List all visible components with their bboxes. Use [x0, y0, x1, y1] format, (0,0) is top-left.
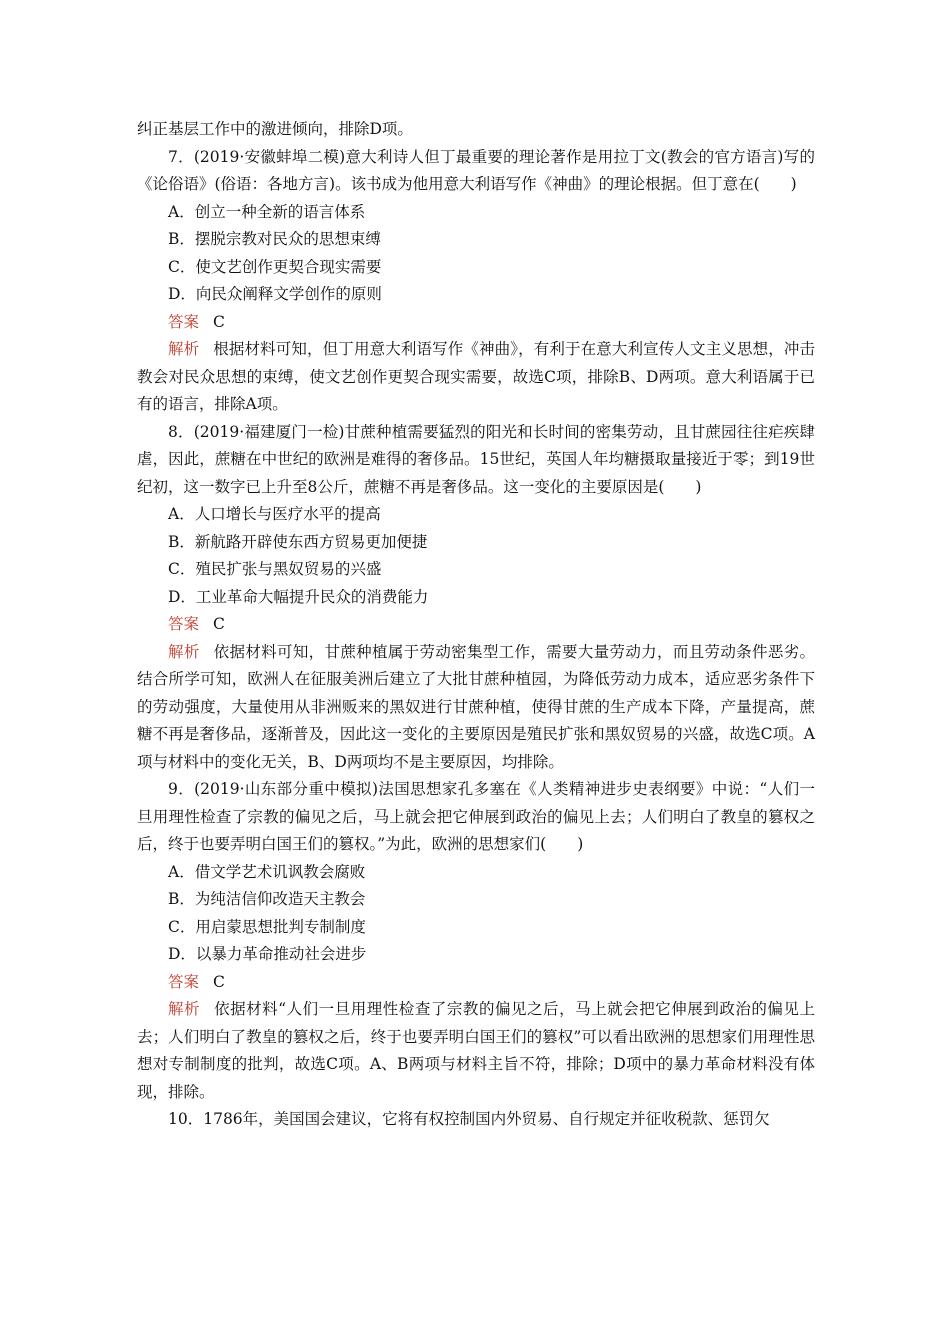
question-stem: 7．(2019·安徽蚌埠二模)意大利诗人但丁最重要的理论著作是用拉丁文(教会的官方语言)写的《论俗语》(俗语：各地方言)。该书成为他用意大利语写作《神曲》的理论根据。但丁意在( ): [137, 147, 815, 193]
question-8: [137, 419, 815, 777]
analysis-text: 依据材料“人们一旦用理性检查了宗教的偏见之后，马上就会把它伸展到政治的偏见上去；人们明白了教皇的篡权之后，终于也要弄明白国王们的篡权”可以看出欧洲的思想家们用理性思想对专制制度的批判，故选C项。A、B两项与材料主旨不符，排除；D项中的暴力革命材料没有体现，排除。: [137, 1000, 815, 1101]
answer-line: [137, 969, 815, 997]
lead-line: 纠正基层工作中的激进倾向，排除D项。: [137, 120, 413, 138]
analysis-label: 解析: [168, 340, 200, 358]
analysis-text: 依据材料可知，甘蔗种植属于劳动密集型工作，需要大量劳动力，而且劳动条件恶劣。结合所学可知，欧洲人在征服美洲后建立了大批甘蔗种植园，为降低劳动力成本，适应恶劣条件下的劳动强度，大量使用从非洲贩来的黑奴进行甘蔗种植，使得甘蔗的生产成本下降，产量提高，蔗糖不再是奢侈品，逐渐普及，因此这一变化的主要原因是殖民扩张和黑奴贸易的兴盛，故选C项。A项与材料中的变化无关，B、D两项均不是主要原因，均排除。: [137, 642, 815, 771]
question-stem: 8．(2019·福建厦门一检)甘蔗种植需要猛烈的阳光和长时间的密集劳动，且甘蔗园往往疟疾肆虐，因此，蔗糖在中世纪的欧洲是难得的奢侈品。15世纪，英国人年均糖摄取量接近于零；到19世纪初，这一数字已上升至8公斤，蔗糖不再是奢侈品。这一变化的主要原因是( ): [137, 422, 815, 496]
option-c: C．殖民扩张与黑奴贸易的兴盛: [168, 560, 382, 578]
option-d: D．工业革命大幅提升民众的消费能力: [168, 587, 429, 606]
analysis-label: 解析: [168, 1000, 201, 1018]
option-d: D．向民众阐释文学创作的原则: [168, 285, 382, 303]
option-b: B．为纯洁信仰改造天主教会: [168, 890, 366, 908]
answer-value: C: [213, 615, 225, 633]
answer-label: 答案: [168, 312, 200, 331]
answer-line: [137, 611, 815, 639]
option-a: A．借文学艺术讥讽教会腐败: [168, 862, 366, 881]
option-d: D．以暴力革命推动社会进步: [168, 945, 367, 963]
option-c: C．用启蒙思想批判专制制度: [168, 917, 366, 936]
answer-label: 答案: [168, 615, 200, 633]
answer-value: C: [213, 972, 225, 991]
analysis-label: 解析: [168, 642, 200, 661]
answer-line: [137, 309, 815, 337]
analysis-paragraph: [137, 336, 815, 419]
analysis-paragraph: [137, 996, 815, 1106]
option-b: B．新航路开辟使东西方贸易更加便捷: [168, 532, 428, 551]
analysis-paragraph: [137, 639, 815, 777]
question-7: [137, 144, 815, 419]
option-a: A．人口增长与医疗水平的提高: [168, 505, 381, 523]
option-b: B．摆脱宗教对民众的思想束缚: [168, 230, 381, 248]
analysis-text: 根据材料可知，但丁用意大利语写作《神曲》，有利于在意大利宣传人文主义思想，冲击教会对民众思想的束缚，使文艺创作更契合现实需要，故选C项，排除B、D两项。意大利语属于已有的语言，排除A项。: [137, 340, 815, 413]
question-stem: 9．(2019·山东部分重中模拟)法国思想家孔多塞在《人类精神进步史表纲要》中说：“人们一旦用理性检查了宗教的偏见之后，马上就会把它伸展到政治的偏见上去；人们明白了教皇的篡权之后，终于也要弄明白国王们的篡权。”为此，欧洲的思想家们( ): [137, 780, 815, 853]
question-stem: 10．1786年，美国国会建议，它将有权控制国内外贸易、自行规定并征收税款、惩罚欠: [168, 1110, 770, 1128]
document-page: [137, 116, 815, 1134]
question-9: [137, 776, 815, 1106]
question-10: [137, 1106, 815, 1134]
option-a: A．创立一种全新的语言体系: [168, 202, 366, 221]
answer-value: C: [213, 312, 225, 331]
answer-label: 答案: [168, 972, 200, 991]
option-c: C．使文艺创作更契合现实需要: [168, 257, 382, 276]
